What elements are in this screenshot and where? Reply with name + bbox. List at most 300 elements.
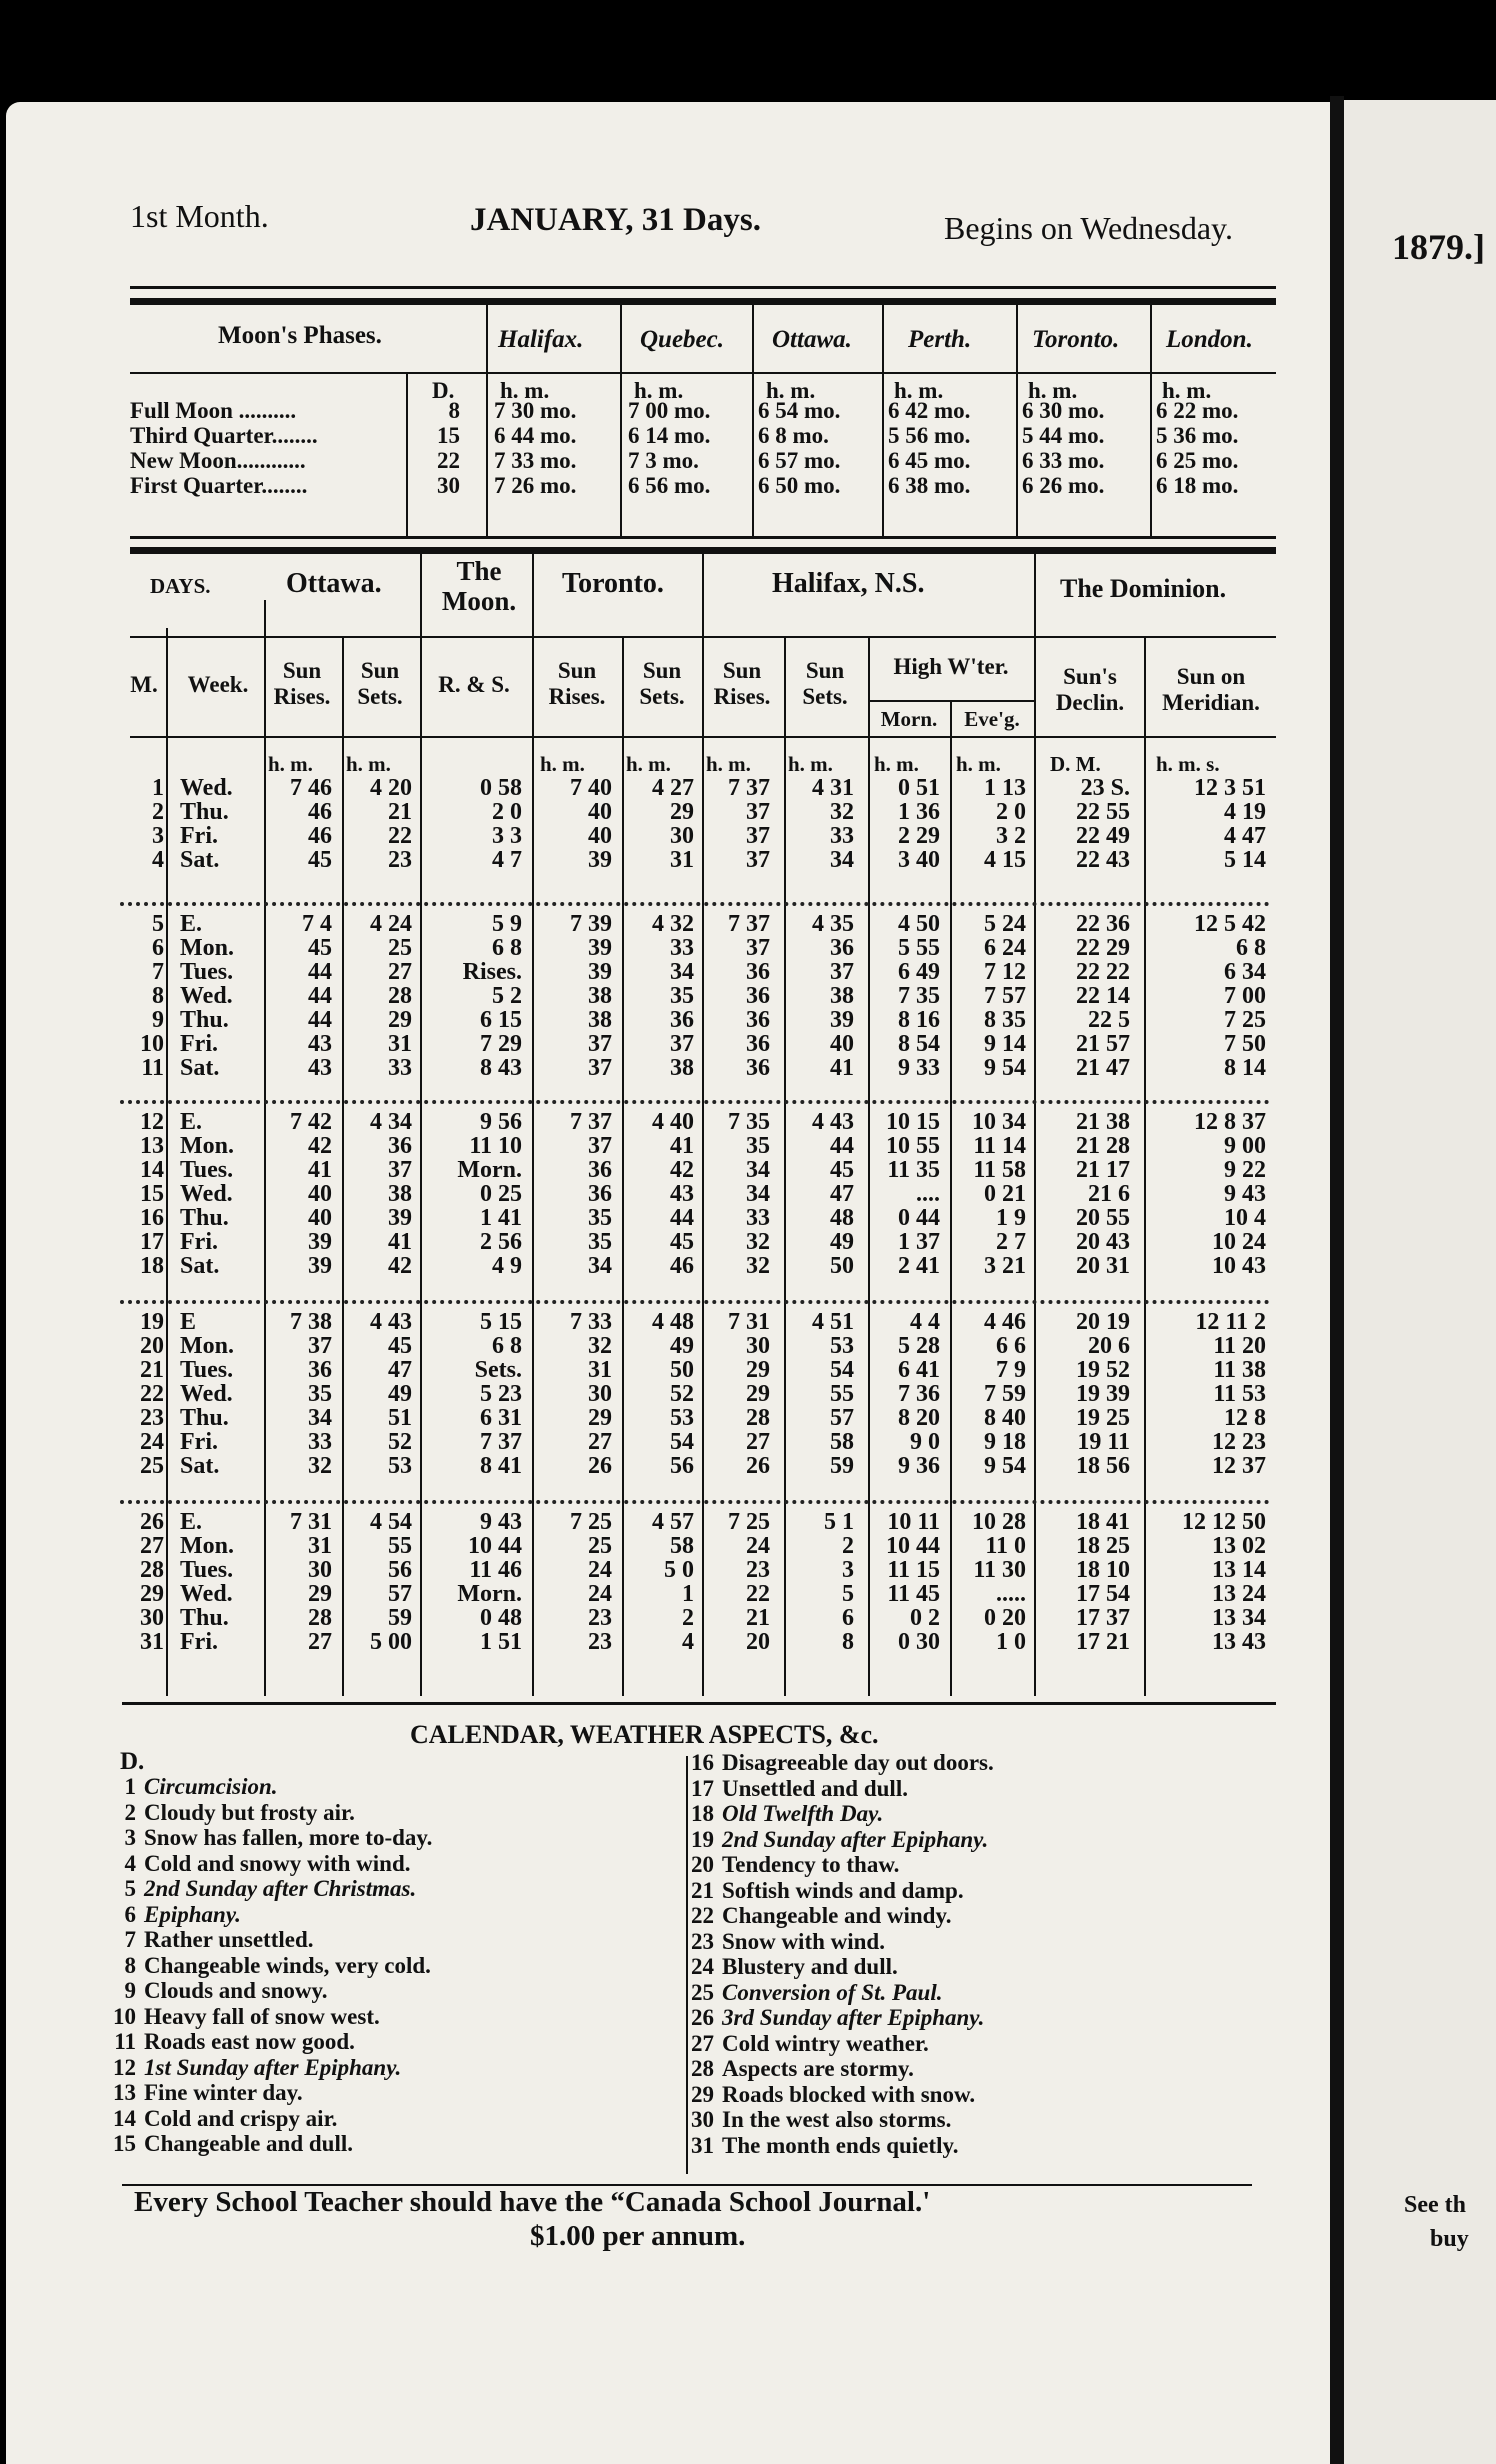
calendar-entry-text: Snow has fallen, more to-day. [144, 1825, 433, 1850]
begins-on: Begins on Wednesday. [944, 210, 1233, 246]
cell-toronto-rises: 35 [588, 1205, 612, 1231]
cell-weekday: Mon. [180, 1533, 234, 1559]
cell-halifax-rises: 37 [746, 823, 770, 849]
cell-ottawa-sets: 4 34 [370, 1109, 412, 1135]
col-high-water: High W'ter. [893, 654, 1009, 679]
cell-halifax-sets: 37 [830, 959, 854, 985]
cell-ottawa-rises: 40 [308, 1205, 332, 1231]
cell-weekday: Wed. [180, 983, 233, 1009]
cell-sun-meridian: 7 00 [1224, 983, 1266, 1009]
moon-place-london: London. [1166, 326, 1253, 353]
cell-month-day: 12 [140, 1109, 164, 1135]
cell-ottawa-rises: 39 [308, 1253, 332, 1279]
moon-phase-time: 6 26 mo. [1022, 473, 1105, 498]
calendar-entry [102, 1774, 432, 1800]
col-block-moon-rs [420, 912, 522, 1080]
cell-water-eveg: 9 54 [984, 1453, 1026, 1479]
moon-phase-day: 15 [437, 423, 460, 448]
cell-halifax-rises: 27 [746, 1429, 770, 1455]
cell-water-morn: 8 16 [898, 1007, 940, 1033]
col-block-toronto-rises [532, 776, 612, 872]
cell-weekday: E. [180, 1509, 203, 1535]
cell-weekday: Thu. [180, 1405, 229, 1431]
col-week: Week. [187, 672, 249, 697]
moon-phase-time: 6 25 mo. [1156, 448, 1239, 473]
cell-toronto-sets: 5 0 [664, 1557, 694, 1583]
calendar-entry-text: Tendency to thaw. [722, 1852, 900, 1877]
calendar-entry [102, 2004, 432, 2030]
cell-month-day: 26 [140, 1509, 164, 1535]
facing-page-edge [1344, 100, 1496, 2464]
cell-ottawa-rises: 28 [308, 1605, 332, 1631]
cell-toronto-sets: 46 [670, 1253, 694, 1279]
cell-month-day: 20 [140, 1333, 164, 1359]
cell-water-eveg: 2 0 [996, 799, 1026, 825]
cell-month-day: 4 [152, 847, 164, 873]
cell-month-day: 17 [140, 1229, 164, 1255]
cell-ottawa-sets: 39 [388, 1205, 412, 1231]
calendar-entry-day: 6 [124, 1901, 136, 1927]
calendar-entry-text: Rather unsettled. [144, 1927, 314, 1952]
moon-phase-name: New Moon............ [130, 448, 306, 473]
cell-water-morn: 5 55 [898, 935, 940, 961]
moon-phase-time: 7 26 mo. [494, 473, 577, 498]
col-block-halifax-rises [702, 912, 770, 1080]
cell-month-day: 24 [140, 1429, 164, 1455]
cell-water-eveg: 7 9 [996, 1357, 1026, 1383]
cell-toronto-rises: 36 [588, 1181, 612, 1207]
calendar-entry-day: 24 [691, 1954, 714, 1979]
cell-water-morn: 3 40 [898, 847, 940, 873]
col-block-sun-meridian [1144, 1110, 1266, 1278]
cell-weekday: E. [180, 911, 203, 937]
cell-halifax-sets: 55 [830, 1381, 854, 1407]
moon-phase-time: 5 44 mo. [1022, 423, 1105, 448]
days-heading: DAYS. [150, 574, 211, 598]
calendar-entry-text: Clouds and snowy. [144, 1978, 328, 2003]
col-toronto-rises: Sun Rises. [548, 658, 606, 709]
cell-water-morn: 9 33 [898, 1055, 940, 1081]
cell-ottawa-rises: 33 [308, 1429, 332, 1455]
cell-month-day: 10 [140, 1031, 164, 1057]
col-block-water-eveg [950, 1110, 1026, 1278]
cell-water-eveg: 3 21 [984, 1253, 1026, 1279]
cell-sun-meridian: 8 14 [1224, 1055, 1266, 1081]
cell-sun-meridian: 13 14 [1212, 1557, 1266, 1583]
cell-halifax-sets: 5 [842, 1581, 854, 1607]
cell-water-morn: 4 50 [898, 911, 940, 937]
col-block-halifax-sets [784, 912, 854, 1080]
footer-advert-line2: $1.00 per annum. [530, 2220, 746, 2252]
cell-sun-declin: 22 22 [1076, 959, 1130, 985]
cell-toronto-rises: 7 39 [570, 911, 612, 937]
cell-ottawa-rises: 39 [308, 1229, 332, 1255]
cell-sun-meridian: 9 00 [1224, 1133, 1266, 1159]
calendar-entry [680, 1903, 994, 1929]
col-block-water-morn [868, 1110, 940, 1278]
cell-halifax-sets: 39 [830, 1007, 854, 1033]
cell-moon-rs: Morn. [457, 1157, 522, 1183]
cell-halifax-sets: 53 [830, 1333, 854, 1359]
calendar-entry-day: 9 [124, 1978, 136, 2003]
col-block-water-morn [868, 1510, 940, 1654]
col-water-morn: Morn. [880, 707, 938, 731]
calendar-entry-day: 29 [691, 2081, 714, 2107]
cell-water-eveg: 6 6 [996, 1333, 1026, 1359]
cell-ottawa-sets: 25 [388, 935, 412, 961]
cell-month-day: 15 [140, 1181, 164, 1207]
col-ottawa-sets: Sun Sets. [357, 658, 403, 709]
calendar-entry-day: 18 [691, 1801, 714, 1826]
col-block-toronto-sets [622, 1510, 694, 1654]
cell-sun-meridian: 10 24 [1212, 1229, 1266, 1255]
cell-halifax-sets: 58 [830, 1429, 854, 1455]
cell-halifax-rises: 7 25 [728, 1509, 770, 1535]
cell-water-eveg: 9 54 [984, 1055, 1026, 1081]
cell-moon-rs: 4 9 [492, 1253, 522, 1279]
col-block-weekday [180, 912, 264, 1080]
unit-label-hm: h. m. [874, 752, 919, 776]
cell-month-day: 11 [141, 1055, 164, 1081]
calendar-entry [102, 1800, 432, 1826]
cell-sun-meridian: 4 47 [1224, 823, 1266, 849]
book-spine [1330, 96, 1344, 2464]
calendar-entry [680, 1929, 994, 1955]
cell-halifax-sets: 33 [830, 823, 854, 849]
cell-ottawa-sets: 4 43 [370, 1309, 412, 1335]
cell-halifax-rises: 36 [746, 1007, 770, 1033]
cell-sun-meridian: 10 4 [1224, 1205, 1266, 1231]
calendar-entry [680, 2005, 994, 2031]
calendar-entry-text: Aspects are stormy. [722, 2056, 914, 2081]
cell-ottawa-sets: 55 [388, 1533, 412, 1559]
cell-water-eveg: 10 28 [972, 1509, 1026, 1535]
cell-sun-declin: 21 17 [1076, 1157, 1130, 1183]
cell-ottawa-sets: 45 [388, 1333, 412, 1359]
cell-toronto-rises: 24 [588, 1557, 612, 1583]
moon-phase-time: 6 54 mo. [758, 398, 841, 423]
cell-moon-rs: 1 41 [480, 1205, 522, 1231]
cell-toronto-sets: 29 [670, 799, 694, 825]
col-moon-rs: R. & S. [438, 672, 510, 697]
calendar-entry-day: 19 [691, 1826, 714, 1852]
moon-phase-name: Third Quarter........ [130, 423, 318, 448]
cell-moon-rs: 5 9 [492, 911, 522, 937]
cell-sun-declin: 21 57 [1076, 1031, 1130, 1057]
cell-water-eveg: 2 7 [996, 1229, 1026, 1255]
moon-phase-time: 5 56 mo. [888, 423, 971, 448]
calendar-entry-text: Cold and crispy air. [144, 2105, 338, 2131]
cell-toronto-sets: 54 [670, 1429, 694, 1455]
cell-halifax-rises: 36 [746, 983, 770, 1009]
cell-toronto-sets: 45 [670, 1229, 694, 1255]
cell-sun-declin: 22 49 [1076, 823, 1130, 849]
cell-sun-meridian: 13 34 [1212, 1605, 1266, 1631]
cell-ottawa-rises: 37 [308, 1333, 332, 1359]
cell-weekday: Thu. [180, 799, 229, 825]
cell-toronto-sets: 4 [682, 1629, 694, 1655]
calendar-entry-text: Roads blocked with snow. [722, 2081, 976, 2107]
cell-moon-rs: 8 41 [480, 1453, 522, 1479]
cell-water-morn: 7 36 [898, 1381, 940, 1407]
cell-water-eveg: 1 13 [984, 775, 1026, 801]
calendar-entry-day: 12 [113, 2054, 136, 2080]
moon-phase-time: 6 18 mo. [1156, 473, 1239, 498]
cell-water-morn: 6 41 [898, 1357, 940, 1383]
cell-ottawa-rises: 44 [308, 1007, 332, 1033]
cell-halifax-rises: 36 [746, 959, 770, 985]
cell-halifax-rises: 20 [746, 1629, 770, 1655]
cell-moon-rs: 4 7 [492, 847, 522, 873]
calendar-entry-text: Fine winter day. [144, 2080, 303, 2105]
cell-weekday: E [180, 1309, 197, 1335]
unit-label-hm: h. m. [540, 752, 585, 776]
cell-ottawa-rises: 41 [308, 1157, 332, 1183]
calendar-entry-day: 23 [691, 1928, 714, 1954]
cell-moon-rs: 6 31 [480, 1405, 522, 1431]
unit-label-hm: h. m. [346, 752, 391, 776]
calendar-entry-day: 14 [113, 2105, 136, 2131]
cell-weekday: Fri. [180, 823, 218, 849]
cell-halifax-sets: 57 [830, 1405, 854, 1431]
cell-ottawa-sets: 33 [388, 1055, 412, 1081]
cell-ottawa-rises: 30 [308, 1557, 332, 1583]
cell-toronto-rises: 35 [588, 1229, 612, 1255]
cell-water-morn: .... [916, 1181, 940, 1207]
cell-toronto-sets: 33 [670, 935, 694, 961]
cell-ottawa-sets: 51 [388, 1405, 412, 1431]
col-block-water-morn [868, 1310, 940, 1478]
cell-ottawa-rises: 40 [308, 1181, 332, 1207]
cell-water-morn: 9 0 [910, 1429, 940, 1455]
cell-water-eveg: 6 24 [984, 935, 1026, 961]
calendar-entry-day: 5 [124, 1876, 136, 1901]
col-block-sun-declin [1036, 912, 1130, 1080]
cell-ottawa-sets: 4 24 [370, 911, 412, 937]
cell-weekday: E. [180, 1109, 203, 1135]
cell-moon-rs: 2 0 [492, 799, 522, 825]
cell-toronto-rises: 32 [588, 1333, 612, 1359]
calendar-entry-text: Circumcision. [144, 1774, 278, 1799]
col-block-month-day [120, 1110, 164, 1278]
cell-halifax-sets: 6 [842, 1605, 854, 1631]
cell-month-day: 16 [140, 1205, 164, 1231]
calendar-entry-text: Snow with wind. [722, 1928, 885, 1954]
cell-ottawa-sets: 4 20 [370, 775, 412, 801]
cell-toronto-rises: 24 [588, 1581, 612, 1607]
cell-ottawa-sets: 31 [388, 1031, 412, 1057]
col-block-sun-meridian [1144, 1310, 1266, 1478]
calendar-entry [680, 1852, 994, 1878]
calendar-entry-text: Cold wintry weather. [722, 2030, 929, 2056]
cell-water-eveg: 1 9 [996, 1205, 1026, 1231]
moon-hm-label: h. m. [634, 378, 684, 403]
cell-weekday: Tues. [180, 1157, 234, 1183]
cell-sun-declin: 21 28 [1076, 1133, 1130, 1159]
calendar-entry-text: 2nd Sunday after Epiphany. [722, 1826, 989, 1852]
cell-weekday: Fri. [180, 1429, 218, 1455]
cell-ottawa-rises: 45 [308, 847, 332, 873]
cell-halifax-sets: 4 43 [812, 1109, 854, 1135]
calendar-entry-day: 7 [124, 1927, 136, 1952]
cell-toronto-sets: 43 [670, 1181, 694, 1207]
facing-page-footer-1: See th [1404, 2192, 1466, 2218]
calendar-entry-day: 3 [124, 1825, 136, 1850]
cell-sun-declin: 22 55 [1076, 799, 1130, 825]
cell-water-morn: 7 35 [898, 983, 940, 1009]
cell-ottawa-sets: 52 [388, 1429, 412, 1455]
cell-halifax-sets: 44 [830, 1133, 854, 1159]
calendar-entry [680, 2133, 994, 2159]
moon-phases-heading: Moon's Phases. [218, 322, 382, 349]
cell-weekday: Mon. [180, 1133, 234, 1159]
calendar-entry-day: 8 [124, 1952, 136, 1978]
cell-moon-rs: 5 15 [480, 1309, 522, 1335]
cell-water-eveg: 4 46 [984, 1309, 1026, 1335]
cell-sun-meridian: 12 11 2 [1195, 1309, 1266, 1335]
dominion-heading: The Dominion. [1060, 574, 1227, 603]
moon-phase-time: 6 45 mo. [888, 448, 971, 473]
col-block-water-eveg [950, 1310, 1026, 1478]
col-block-moon-rs [420, 1310, 522, 1478]
cell-water-eveg: 11 0 [985, 1533, 1026, 1559]
cell-halifax-rises: 22 [746, 1581, 770, 1607]
cell-weekday: Wed. [180, 1581, 233, 1607]
cell-toronto-rises: 31 [588, 1357, 612, 1383]
cell-ottawa-sets: 23 [388, 847, 412, 873]
calendar-entry [102, 2080, 432, 2106]
cell-moon-rs: Rises. [462, 959, 522, 985]
cell-toronto-rises: 40 [588, 799, 612, 825]
cell-ottawa-rises: 43 [308, 1055, 332, 1081]
col-block-toronto-rises [532, 912, 612, 1080]
cell-month-day: 29 [140, 1581, 164, 1607]
facing-page-footer-2: buy [1430, 2226, 1469, 2252]
cell-weekday: Tues. [180, 959, 234, 985]
week-separator [120, 1500, 1270, 1504]
cell-halifax-rises: 36 [746, 1031, 770, 1057]
col-block-weekday [180, 1510, 264, 1654]
calendar-entry-day: 15 [113, 2131, 136, 2156]
cell-toronto-sets: 56 [670, 1453, 694, 1479]
unit-label-hm: h. m. [268, 752, 313, 776]
cell-toronto-rises: 36 [588, 1157, 612, 1183]
moon-phase-time: 6 8 mo. [758, 423, 829, 448]
cell-sun-declin: 17 54 [1076, 1581, 1130, 1607]
col-block-water-eveg [950, 776, 1026, 872]
moon-phase-time: 6 38 mo. [888, 473, 971, 498]
cell-halifax-rises: 34 [746, 1157, 770, 1183]
cell-water-eveg: 0 20 [984, 1605, 1026, 1631]
cell-ottawa-sets: 53 [388, 1453, 412, 1479]
cell-water-morn: 10 44 [886, 1533, 940, 1559]
cell-halifax-sets: 36 [830, 935, 854, 961]
cell-moon-rs: 6 8 [492, 1333, 522, 1359]
cell-halifax-rises: 35 [746, 1133, 770, 1159]
cell-halifax-rises: 26 [746, 1453, 770, 1479]
col-block-toronto-rises [532, 1110, 612, 1278]
cell-halifax-rises: 23 [746, 1557, 770, 1583]
col-block-halifax-rises [702, 1310, 770, 1478]
cell-sun-meridian: 11 38 [1213, 1357, 1266, 1383]
moon-phase-day: 22 [437, 448, 460, 473]
cell-ottawa-rises: 7 46 [290, 775, 332, 801]
cell-water-morn: 11 15 [887, 1557, 940, 1583]
cell-water-eveg: 5 24 [984, 911, 1026, 937]
cell-halifax-sets: 3 [842, 1557, 854, 1583]
cell-sun-declin: 20 19 [1076, 1309, 1130, 1335]
cell-sun-meridian: 12 3 51 [1194, 775, 1266, 801]
moon-phase-time: 7 33 mo. [494, 448, 577, 473]
cell-ottawa-sets: 37 [388, 1157, 412, 1183]
calendar-entry-day: 30 [691, 2107, 714, 2132]
cell-sun-declin: 21 47 [1076, 1055, 1130, 1081]
cell-halifax-sets: 47 [830, 1181, 854, 1207]
calendar-entry-day: 31 [691, 2132, 714, 2158]
cell-water-morn: 8 54 [898, 1031, 940, 1057]
calendar-entry-text: Cloudy but frosty air. [144, 1799, 355, 1825]
cell-halifax-rises: 33 [746, 1205, 770, 1231]
calendar-entry-text: The month ends quietly. [722, 2132, 959, 2158]
cell-water-eveg: 9 18 [984, 1429, 1026, 1455]
cell-ottawa-rises: 46 [308, 799, 332, 825]
col-block-ottawa-sets [342, 1510, 412, 1654]
calendar-entry-day: 27 [691, 2030, 714, 2056]
week-separator [120, 1100, 1270, 1104]
cell-moon-rs: 5 2 [492, 983, 522, 1009]
cell-month-day: 2 [152, 799, 164, 825]
cell-toronto-rises: 38 [588, 1007, 612, 1033]
cell-sun-meridian: 6 8 [1236, 935, 1266, 961]
col-block-ottawa-rises [264, 1510, 332, 1654]
cell-halifax-sets: 40 [830, 1031, 854, 1057]
cell-halifax-rises: 7 35 [728, 1109, 770, 1135]
calendar-entry-day: 10 [113, 2003, 136, 2029]
cell-halifax-sets: 54 [830, 1357, 854, 1383]
cell-toronto-rises: 23 [588, 1629, 612, 1655]
cell-toronto-rises: 40 [588, 823, 612, 849]
cell-sun-declin: 18 10 [1076, 1557, 1130, 1583]
cell-month-day: 19 [140, 1309, 164, 1335]
cell-water-eveg: 8 40 [984, 1405, 1026, 1431]
calendar-day-label: D. [120, 1748, 145, 1775]
calendar-entry-day: 16 [691, 1750, 714, 1775]
col-block-ottawa-rises [264, 1310, 332, 1478]
cell-month-day: 30 [140, 1605, 164, 1631]
cell-sun-declin: 17 21 [1076, 1629, 1130, 1655]
unit-label-hms: h. m. s. [1156, 752, 1220, 776]
cell-water-eveg: 4 15 [984, 847, 1026, 873]
col-block-sun-declin [1036, 1510, 1130, 1654]
cell-sun-declin: 19 11 [1077, 1429, 1130, 1455]
col-block-toronto-rises [532, 1510, 612, 1654]
cell-weekday: Sat. [180, 847, 220, 873]
cell-halifax-sets: 32 [830, 799, 854, 825]
cell-toronto-rises: 39 [588, 847, 612, 873]
cell-moon-rs: 10 44 [468, 1533, 522, 1559]
cell-weekday: Mon. [180, 935, 234, 961]
cell-halifax-rises: 29 [746, 1381, 770, 1407]
cell-sun-declin: 17 37 [1076, 1605, 1130, 1631]
col-halifax-rises: Sun Rises. [713, 658, 771, 709]
cell-halifax-sets: 8 [842, 1629, 854, 1655]
calendar-entry-text: Cold and snowy with wind. [144, 1850, 411, 1876]
col-block-toronto-rises [532, 1310, 612, 1478]
calendar-entry [680, 1827, 994, 1853]
cell-sun-declin: 19 52 [1076, 1357, 1130, 1383]
cell-water-morn: 11 35 [887, 1157, 940, 1183]
cell-sun-meridian: 13 02 [1212, 1533, 1266, 1559]
